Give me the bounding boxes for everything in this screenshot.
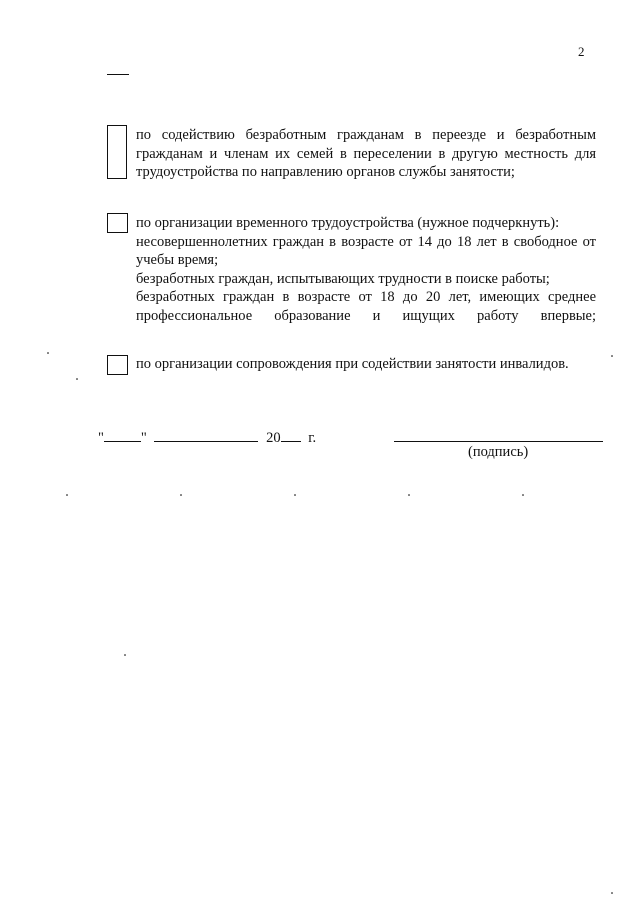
day-field[interactable] bbox=[104, 427, 141, 442]
scan-speck bbox=[76, 378, 78, 380]
disability-support-checkbox[interactable] bbox=[107, 355, 128, 375]
option-line-job-search: безработных граждан, испытывающих трудности в поиске работы; bbox=[136, 270, 550, 287]
scan-speck bbox=[294, 494, 296, 496]
relocation-assistance-checkbox[interactable] bbox=[107, 125, 127, 179]
disability-support-text bbox=[136, 355, 596, 374]
temporary-employment-text bbox=[136, 214, 596, 325]
date-line bbox=[98, 427, 316, 447]
scan-speck bbox=[522, 494, 524, 496]
scan-speck bbox=[611, 892, 613, 894]
year-suffix: г. bbox=[308, 430, 317, 446]
quote-close: " bbox=[140, 430, 147, 446]
scan-speck bbox=[124, 654, 126, 656]
scan-speck bbox=[408, 494, 410, 496]
option-line: по содействию безработным гражданам в переезде и безработным гражданам и членам их семей в переселении в другую местность для трудоустройства по направлению органов службы занятости; bbox=[136, 127, 596, 180]
option-line-young-graduates: безработных граждан в возрасте от 18 до 20 лет, имеющих среднее профессиональное образование и ищущих работу впервые; bbox=[136, 289, 596, 324]
quote-open: " bbox=[98, 430, 104, 446]
option-line: по организации сопровождения при содействии занятости инвалидов. bbox=[136, 356, 569, 372]
scan-speck bbox=[180, 494, 182, 496]
scan-speck bbox=[611, 355, 613, 357]
year-field[interactable] bbox=[281, 427, 301, 442]
month-field[interactable] bbox=[154, 427, 258, 442]
scan-speck bbox=[66, 494, 68, 496]
temporary-employment-checkbox[interactable] bbox=[107, 213, 128, 233]
top-rule bbox=[107, 74, 129, 75]
year-prefix: 20 bbox=[266, 430, 281, 446]
signature-line[interactable] bbox=[394, 441, 603, 442]
scan-speck bbox=[47, 352, 49, 354]
signature-caption: (подпись) bbox=[468, 444, 529, 460]
page-number: 2 bbox=[578, 44, 585, 59]
option-line-minors: несовершеннолетних граждан в возрасте от 14 до 18 лет в свободное от учебы время; bbox=[136, 233, 596, 268]
option-heading: по организации временного трудоустройства (нужное подчеркнуть): bbox=[136, 215, 560, 231]
relocation-assistance-text bbox=[136, 126, 596, 182]
